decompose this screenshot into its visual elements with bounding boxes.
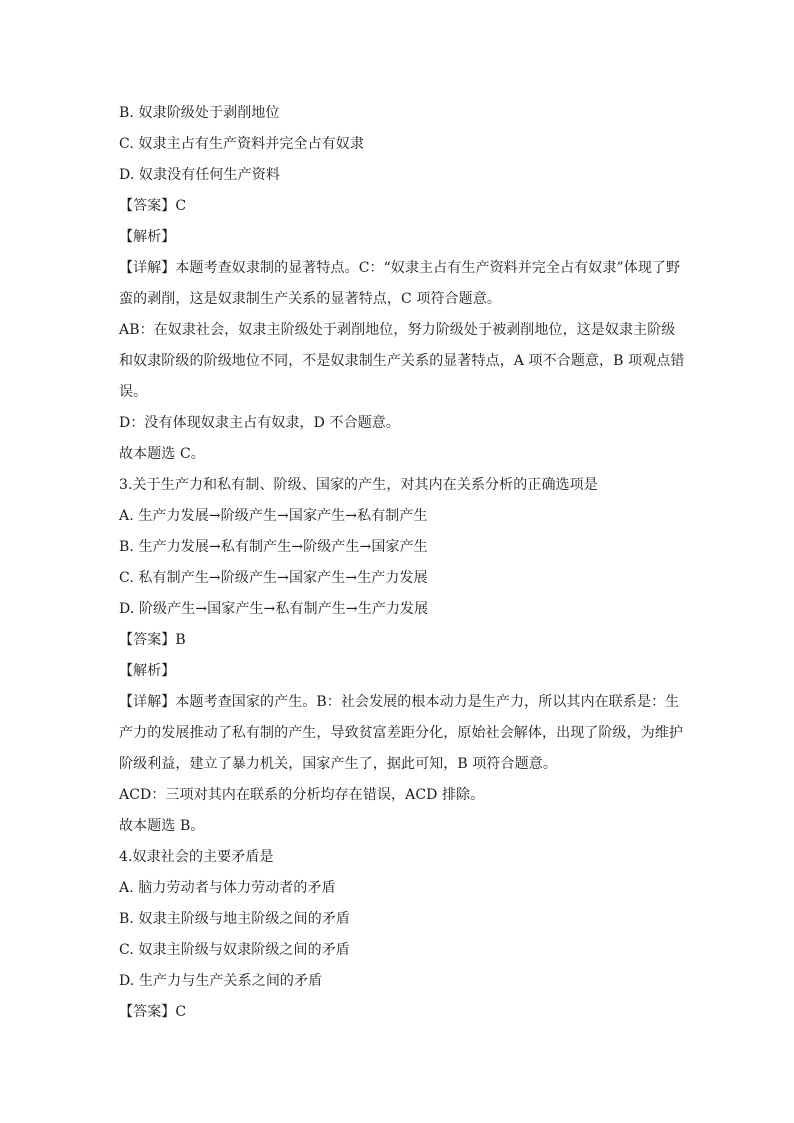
- option-c-line: C. 奴隶主占有生产资料并完全占有奴隶: [119, 136, 365, 152]
- explanation-line: 【详解】本题考查国家的产生。B：社会发展的根本动力是生产力，所以其内在联系是：生: [119, 694, 680, 710]
- option-d-line: D. 阶级产生→国家产生→私有制产生→生产力发展: [119, 601, 429, 617]
- conclusion-line: 故本题选 C。: [119, 446, 205, 462]
- option-b-line: B. 奴隶阶级处于剥削地位: [119, 105, 280, 121]
- answer-line: 【答案】C: [119, 1004, 187, 1020]
- answer-line: 【答案】C: [119, 198, 187, 214]
- question-3-stem: 3.关于生产力和私有制、阶级、国家的产生，对其内在关系分析的正确选项是: [119, 477, 598, 493]
- question-4-stem: 4.奴隶社会的主要矛盾是: [119, 849, 274, 865]
- option-b-line: B. 生产力发展→私有制产生→阶级产生→国家产生: [119, 539, 428, 555]
- explanation-line: AB：在奴隶社会，奴隶主阶级处于剥削地位，努力阶级处于被剥削地位，这是奴隶主阶级: [119, 322, 676, 338]
- analysis-heading: 【解析】: [119, 663, 176, 679]
- explanation-line: 阶级利益，建立了暴力机关，国家产生了，据此可知，B 项符合题意。: [119, 756, 557, 772]
- option-a-line: A. 脑力劳动者与体力劳动者的矛盾: [119, 880, 336, 896]
- conclusion-line: 故本题选 B。: [119, 818, 205, 834]
- option-c-line: C. 私有制产生→阶级产生→国家产生→生产力发展: [119, 570, 428, 586]
- explanation-line: 产力的发展推动了私有制的产生，导致贫富差距分化，原始社会解体，出现了阶级，为维护: [119, 725, 683, 741]
- option-c-line: C. 奴隶主阶级与奴隶阶级之间的矛盾: [119, 942, 350, 958]
- explanation-line: D：没有体现奴隶主占有奴隶，D 不合题意。: [119, 415, 400, 431]
- explanation-line: ACD：三项对其内在联系的分析均存在错误，ACD 排除。: [119, 787, 485, 803]
- analysis-heading: 【解析】: [119, 229, 176, 245]
- explanation-line: 【详解】本题考查奴隶制的显著特点。C：“奴隶主占有生产资料并完全占有奴隶”体现了野: [119, 260, 681, 276]
- option-b-line: B. 奴隶主阶级与地主阶级之间的矛盾: [119, 911, 350, 927]
- explanation-line: 蛮的剥削，这是奴隶制生产关系的显著特点，C 项符合题意。: [119, 291, 501, 307]
- explanation-line: 误。: [119, 384, 148, 400]
- answer-line: 【答案】B: [119, 632, 186, 648]
- explanation-line: 和奴隶阶级的阶级地位不同，不是奴隶制生产关系的显著特点，A 项不合题意，B 项观点错: [119, 353, 685, 369]
- document-page: [119, 98, 685, 1028]
- option-d-line: D. 生产力与生产关系之间的矛盾: [119, 973, 323, 989]
- option-a-line: A. 生产力发展→阶级产生→国家产生→私有制产生: [119, 508, 428, 524]
- option-d-line: D. 奴隶没有任何生产资料: [119, 167, 280, 183]
